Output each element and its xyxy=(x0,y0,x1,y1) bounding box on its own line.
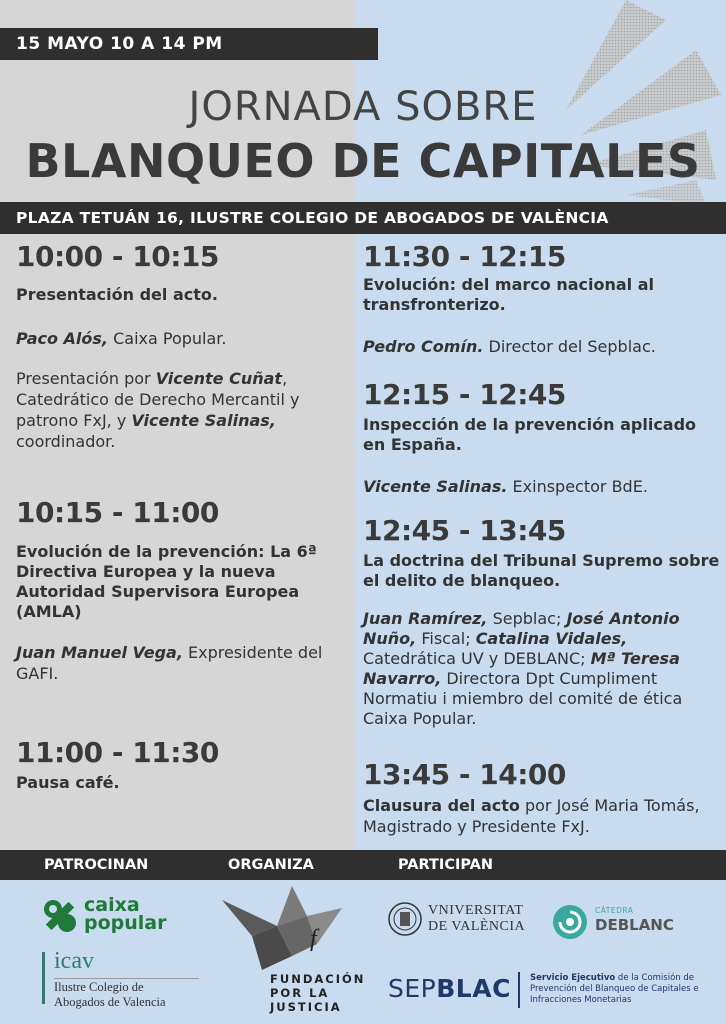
deblanc-small: CÁTEDRA xyxy=(595,906,634,915)
icav-mark: icav xyxy=(54,948,94,974)
session-time: 10:00 - 10:15 xyxy=(16,240,219,273)
session-topic: Evolución de la prevención: La 6ª Directiva Europea y la nueva Autoridad Supervisora Europea (AMLA) xyxy=(16,542,317,621)
deblanc-big: DEBLANC xyxy=(595,916,674,934)
session-time: 11:00 - 11:30 xyxy=(16,736,219,769)
session-topic: Inspección de la prevención aplicado en España. xyxy=(363,415,697,454)
bird-icon xyxy=(222,886,342,970)
deblanc-icon xyxy=(552,904,588,940)
sepblac-wordmark: SEPBLAC xyxy=(388,974,511,1003)
session-topic: La doctrina del Tribunal Supremo sobre el delito de blanqueo. xyxy=(363,551,720,590)
session-time: 11:30 - 12:15 xyxy=(363,240,566,273)
date-banner: 15 MAYO 10 A 14 PM xyxy=(0,28,378,60)
sponsor-bar xyxy=(0,850,726,880)
session-topic: Pausa café. xyxy=(16,773,120,792)
label-participan: PARTICIPAN xyxy=(398,857,494,873)
session-time: 12:45 - 13:45 xyxy=(363,514,566,547)
session-speaker: Pedro Comín. Director del Sepblac. xyxy=(363,337,656,356)
session-time: 12:15 - 12:45 xyxy=(363,378,566,411)
session-topic: Evolución: del marco nacional al transfronterizo. xyxy=(363,275,654,314)
session-topic: Clausura del acto por José Maria Tomás, Magistrado y Presidente FxJ. xyxy=(363,796,700,836)
label-patrocinan: PATROCINAN xyxy=(44,857,149,873)
session-time: 13:45 - 14:00 xyxy=(363,758,566,791)
sepblac-logo xyxy=(388,972,708,1016)
session-speaker: Vicente Salinas. Exinspector BdE. xyxy=(363,477,648,496)
sepblac-description: Servicio Ejecutivo de la Comisión de Prevención del Blanqueo de Capitales e Infracciones Monetarias xyxy=(530,973,699,1005)
footer-logos xyxy=(0,880,726,1024)
venue-banner: PLAZA TETUÁN 16, ILUSTRE COLEGIO DE ABOGADOS DE VALÈNCIA xyxy=(0,202,726,234)
session-time: 10:15 - 11:00 xyxy=(16,496,219,529)
icav-text: Ilustre Colegio de Abogados de Valencia xyxy=(54,978,199,1010)
session-speakers: Juan Ramírez, Sepblac; José Antonio Nuño, Fiscal; Catalina Vidales, Catedrática UV y DEBLANC; Mª Teresa Navarro, Directora Dpt Cumpliment Normatiu i miembro del comité de ética Caixa Popular. xyxy=(363,609,683,728)
session-1000 xyxy=(16,240,348,452)
title-line-2: BLANQUEO DE CAPITALES xyxy=(25,134,701,188)
fundacion-justicia-text: FUNDACIÓN POR LA JUSTICIA xyxy=(270,972,366,1014)
label-organiza: ORGANIZA xyxy=(228,857,314,873)
university-seal-icon xyxy=(388,902,422,936)
universitat-valencia-text: VNIVERSITAT DE VALÈNCIA xyxy=(428,903,526,934)
caixa-popular-logo xyxy=(42,896,192,936)
title-line-1: JORNADA SOBRE xyxy=(188,84,538,130)
session-1130 xyxy=(363,240,721,357)
catedra-deblanc-logo xyxy=(552,904,692,944)
icav-bar xyxy=(42,952,45,1004)
session-speaker: Juan Manuel Vega, Expresidente del GAFI. xyxy=(16,643,323,683)
session-1015 xyxy=(16,496,348,684)
session-1345 xyxy=(363,758,721,837)
session-1245 xyxy=(363,514,721,729)
fundacion-justicia-logo xyxy=(222,886,372,1018)
session-description: Presentación por Vicente Cuñat, Catedrático de Derecho Mercantil y patrono FxJ, y Vicente Salinas, coordinador. xyxy=(16,369,300,451)
sepblac-divider xyxy=(518,972,520,1008)
caixa-popular-icon xyxy=(42,898,78,934)
session-topic: Presentación del acto. xyxy=(16,285,218,304)
session-1100 xyxy=(16,736,348,793)
session-1215 xyxy=(363,378,721,497)
universitat-valencia-logo xyxy=(388,902,538,942)
caixa-popular-text: caixa popular xyxy=(84,894,167,934)
icav-logo xyxy=(42,948,202,1012)
svg-text:f: f xyxy=(310,926,317,952)
session-speaker: Paco Alós, Caixa Popular. xyxy=(16,329,227,348)
